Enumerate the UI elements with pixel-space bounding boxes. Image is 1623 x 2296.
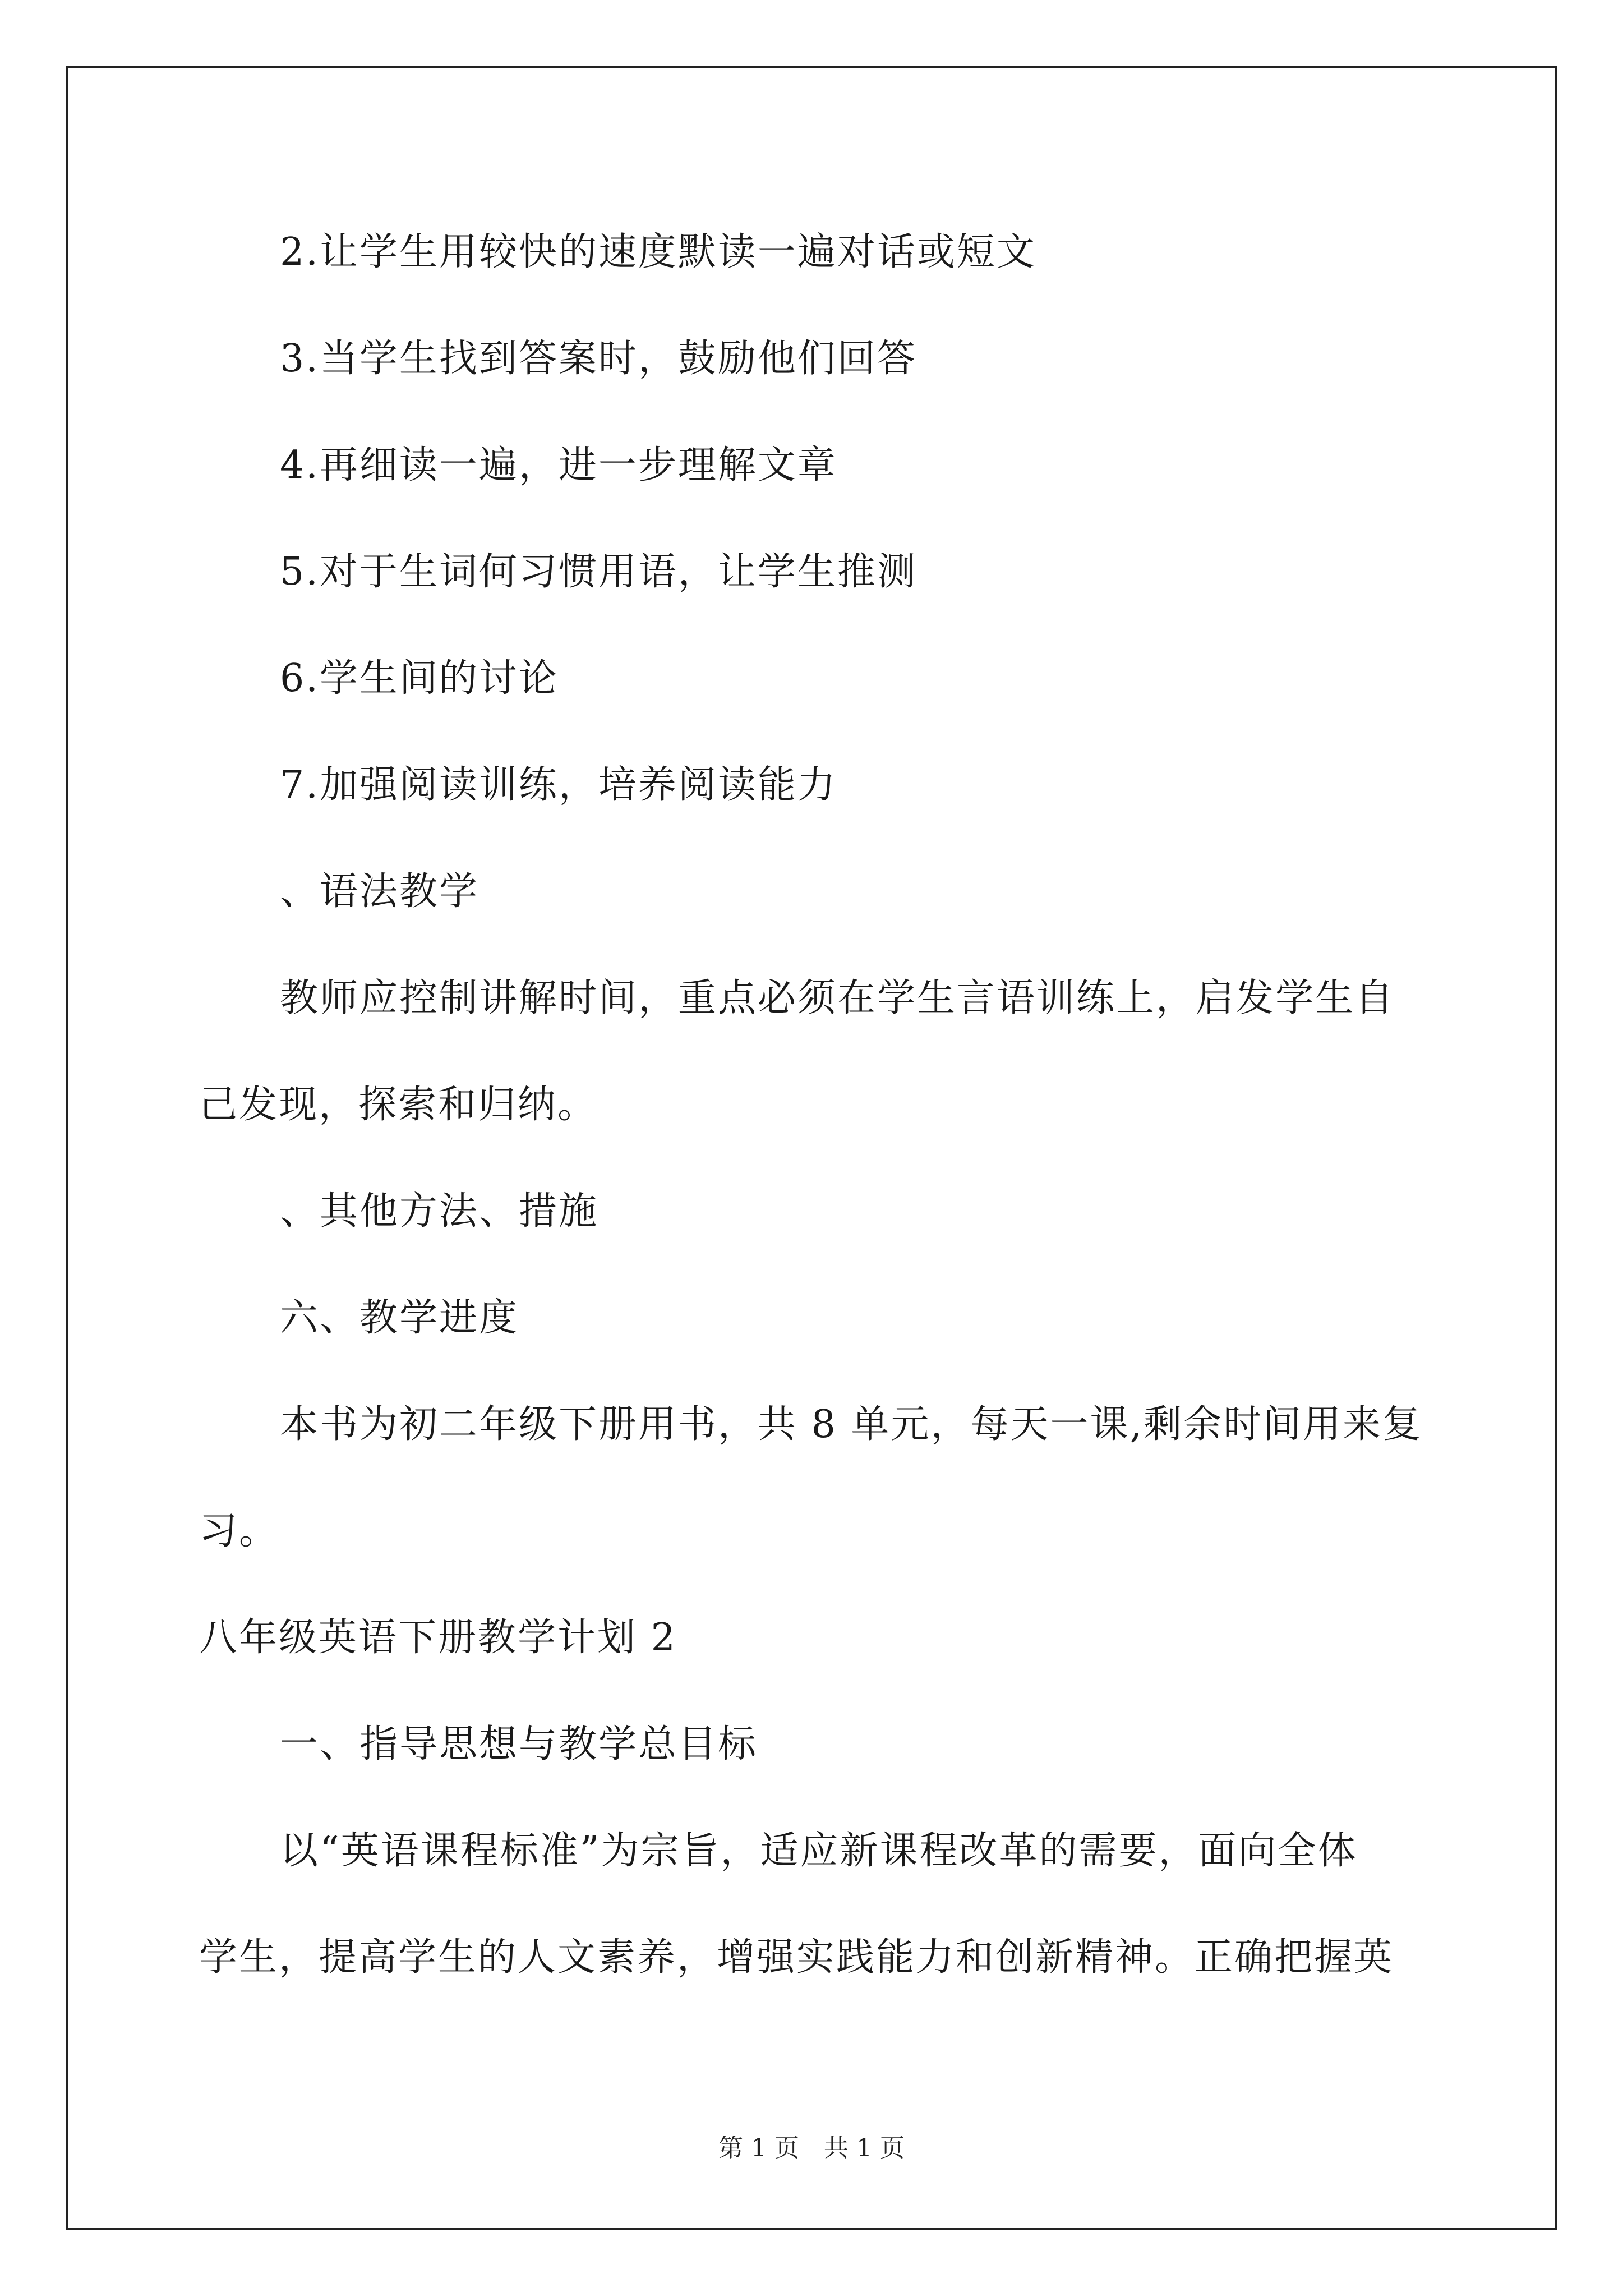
paragraph-line: 习。	[199, 1509, 279, 1553]
paragraph-line: 本书为初二年级下册用书，共 8 单元，每天一课,剩余时间用来复	[280, 1402, 1423, 1447]
section-heading: 、其他方法、措施	[280, 1189, 599, 1234]
paragraph-line: 己发现，探索和归纳。	[199, 1083, 598, 1127]
page-frame	[66, 66, 1557, 2230]
paragraph-line: 以“英语课程标准”为宗旨，适应新课程改革的需要，面向全体	[280, 1829, 1358, 1873]
section-heading: 六、教学进度	[280, 1296, 519, 1340]
section-heading: 、语法教学	[280, 869, 479, 914]
document-title: 八年级英语下册教学计划 2	[199, 1616, 677, 1660]
paragraph-line: 5.对于生词何习惯用语，让学生推测	[280, 550, 917, 594]
paragraph-line: 7.加强阅读训练，培养阅读能力	[280, 763, 837, 807]
section-heading: 一、指导思想与教学总目标	[280, 1722, 758, 1766]
paragraph-line: 6.学生间的讨论	[280, 656, 559, 701]
paragraph-line: 3.当学生找到答案时，鼓励他们回答	[280, 337, 917, 381]
paragraph-line: 2.让学生用较快的速度默读一遍对话或短文	[280, 230, 1036, 274]
paragraph-line: 4.再细读一遍，进一步理解文章	[280, 443, 837, 487]
paragraph-line: 教师应控制讲解时间，重点必须在学生言语训练上，启发学生自	[280, 976, 1395, 1020]
paragraph-line: 学生，提高学生的人文素养，增强实践能力和创新精神。正确把握英	[199, 1935, 1394, 1980]
page-number-footer: 第 1 页 共 1 页	[718, 2134, 905, 2162]
